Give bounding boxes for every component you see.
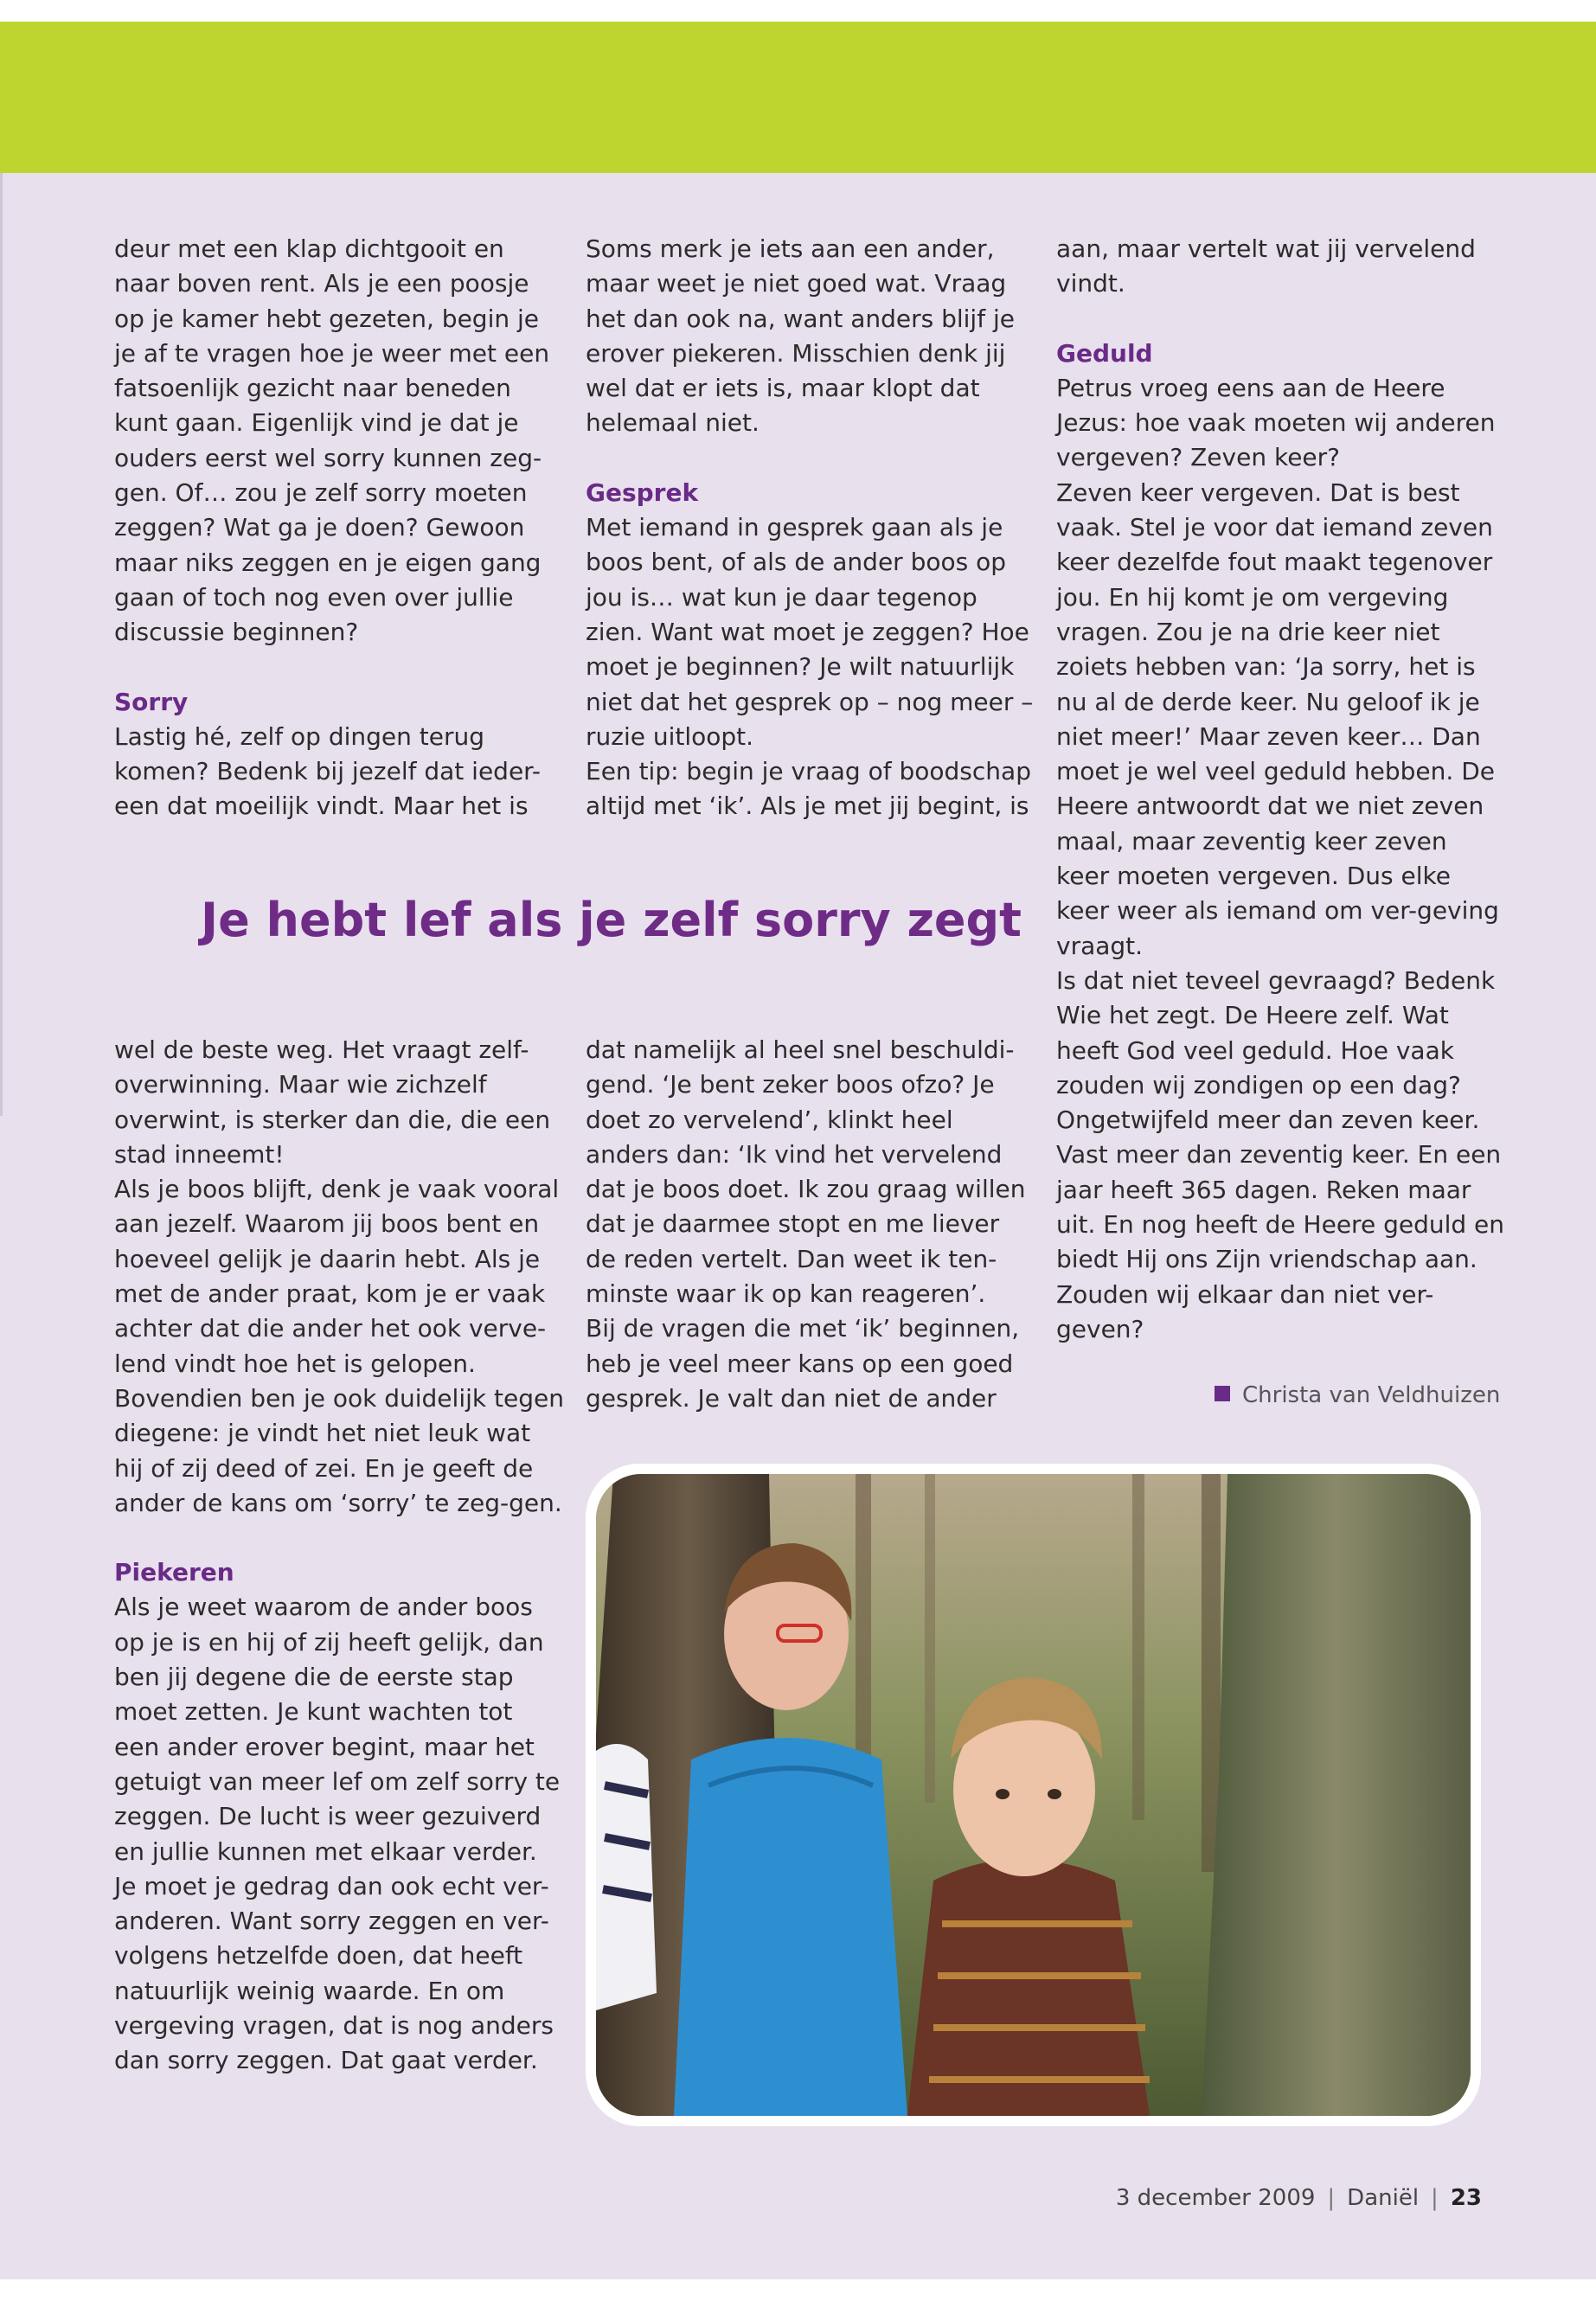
body-paragraph: wel de beste weg. Het vraagt zelf-overwinning. Maar wie zichzelf overwint, is sterker dan die, die een stad inneemt!	[114, 1035, 551, 1169]
body-paragraph: Zeven keer vergeven. Dat is best vaak. Stel je voor dat iemand zeven keer dezelfde fout maakt tegenover jou. En hij komt je om vergeving vragen. Zou je na drie keer niet zoiets hebben van: ‘Ja sorry, het is nu al de derde keer. Nu geloof ik je niet meer!’ Maar zeven keer… Dan moet je wel veel geduld hebben. De Heere antwoordt dat we niet zeven maal, maar zeventig keer zeven keer moeten vergeven. Dus elke keer weer als iemand om ver-geving vraagt.	[1056, 478, 1499, 960]
body-paragraph: Een tip: begin je vraag of boodschap altijd met ‘ik’. Als je met jij begint, is	[586, 757, 1031, 821]
column-2-top	[586, 232, 1035, 824]
body-paragraph: Bij de vragen die met ‘ik’ beginnen, heb je veel meer kans op een goed gesprek. Je valt dan niet de ander	[586, 1314, 1020, 1413]
pull-quote-headline: Je hebt lef als je zelf sorry zegt	[201, 893, 1022, 947]
body-paragraph: Petrus vroeg eens aan de Heere Jezus: hoe vaak moeten wij anderen vergeven? Zeven keer?	[1056, 373, 1496, 472]
page-footer	[1116, 2185, 1482, 2211]
photo-illustration	[596, 1474, 1471, 2116]
magazine-name: Daniël	[1347, 2185, 1420, 2211]
author-credit	[1215, 1382, 1500, 1408]
author-square-icon	[1215, 1386, 1230, 1401]
column-2-bottom	[586, 1033, 1035, 1416]
author-name: Christa van Veldhuizen	[1242, 1382, 1501, 1408]
section-heading: Geduld	[1056, 338, 1153, 368]
body-paragraph: aan, maar vertelt wat jij vervelend vindt.	[1056, 234, 1476, 298]
column-1-top	[114, 232, 564, 824]
body-paragraph: Soms merk je iets aan een ander, maar weet je niet goed wat. Vraag het dan ook na, want anders blijf je erover piekeren. Misschien denk jij wel dat er iets is, maar klopt dat helemaal niet.	[586, 234, 1015, 438]
left-margin-rule	[0, 173, 3, 1116]
photo-frame	[586, 1464, 1481, 2126]
body-paragraph: Met iemand in gesprek gaan als je boos bent, of als de ander boos op jou is… wat kun je daar tegenop zien. Want wat moet je zeggen? Hoe moet je beginnen? Je wilt natuurlijk niet dat het gesprek op – nog meer – ruzie uitloopt.	[586, 513, 1034, 751]
section-heading: Sorry	[114, 687, 189, 716]
column-1-bottom	[114, 1033, 564, 2079]
body-paragraph: dat namelijk al heel snel beschuldi-gend. ‘Je bent zeker boos ofzo? Je doet zo vervelend’, klinkt heel anders dan: ‘Ik vind het vervelend dat je boos doet. Ik zou graag willen dat je daarmee stopt en me liever de reden vertelt. Dan weet ik ten-minste waar ik op kan reageren’.	[586, 1035, 1026, 1309]
section-heading: Gesprek	[586, 478, 699, 507]
body-paragraph: Als je weet waarom de ander boos op je is en hij of zij heeft gelijk, dan ben jij degene die de eerste stap moet zetten. Je kunt wachten tot een ander erover begint, maar het getuigt van meer lef om zelf sorry te zeggen. De lucht is weer gezuiverd en jullie kunnen met elkaar verder. Je moet je gedrag dan ook echt ver-anderen. Want sorry zeggen en ver-volgens hetzelfde doen, dat heeft natuurlijk weinig waarde. En om vergeving vragen, dat is nog anders dan sorry zeggen. Dat gaat verder.	[114, 1593, 561, 2075]
body-paragraph: Als je boos blijft, denk je vaak vooral aan jezelf. Waarom jij boos bent en hoeveel gelijk je daarin hebt. Als je met de ander praat, kom je er vaak achter dat die ander het ook verve-lend vindt hoe het is gelopen. Bovendien ben je ook duidelijk tegen diegene: je vindt het niet leuk wat hij of zij deed of zei. En je geeft de ander de kans om ‘sorry’ te zeg-gen.	[114, 1175, 564, 1517]
photo-two-boys-by-trees	[596, 1474, 1471, 2116]
section-heading: Piekeren	[114, 1558, 234, 1587]
body-paragraph: deur met een klap dichtgooit en naar boven rent. Als je een poosje op je kamer hebt gezeten, begin je je af te vragen hoe je weer met een fatsoenlijk gezicht naar beneden kunt gaan. Eigenlijk vind je dat je ouders eerst wel sorry kunnen zeg-gen. Of… zou je zelf sorry moeten zeggen? Wat ga je doen? Gewoon maar niks zeggen en je eigen gang gaan of toch nog even over jullie discussie beginnen?	[114, 234, 550, 647]
footer-separator: |	[1431, 2185, 1439, 2211]
page-number: 23	[1450, 2185, 1482, 2211]
issue-date: 3 december 2009	[1115, 2185, 1316, 2211]
body-paragraph: Is dat niet teveel gevraagd? Bedenk Wie het zegt. De Heere zelf. Wat heeft God veel geduld. Hoe vaak zouden wij zondigen op een dag? Ongetwijfeld meer dan zeven keer. Vast meer dan zeventig keer. En een jaar heeft 365 dagen. Reken maar uit. En nog heeft de Heere geduld en biedt Hij ons Zijn vriendschap aan. Zouden wij elkaar dan niet ver-geven?	[1056, 965, 1505, 1343]
body-paragraph: Lastig hé, zelf op dingen terug komen? Bedenk bij jezelf dat ieder-een dat moeilijk vindt. Maar het is	[114, 721, 541, 821]
header-color-band	[0, 22, 1596, 173]
column-3	[1056, 232, 1506, 1347]
footer-separator: |	[1327, 2185, 1336, 2211]
